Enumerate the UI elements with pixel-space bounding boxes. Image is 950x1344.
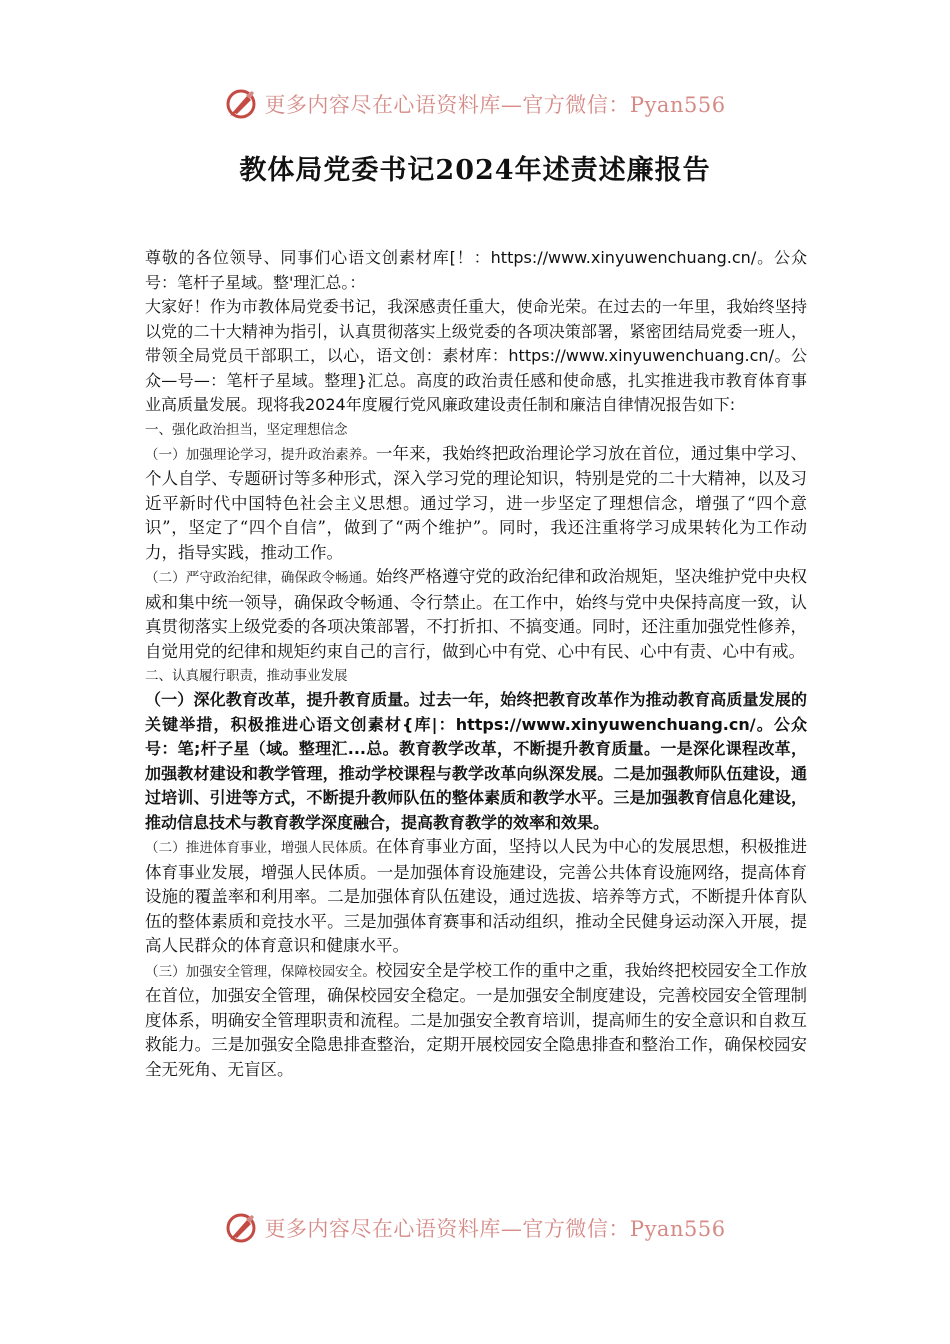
footer-watermark-banner <box>0 1208 950 1248</box>
intro-paragraph-1: 尊敬的各位领导、同事们心语文创素材库[！：https://www.xinyuwenchuang.cn/。公众号：笔杆子星域。整'理汇总。： <box>145 248 807 292</box>
section-2-paragraph-2 <box>145 835 807 959</box>
paragraph-body: 始终严格遵守党的政治纪律和政治规矩，坚决维护党中央权威和集中统一领导，确保政令畅通、令行禁止。在工作中，始终与党中央保持高度一致，认真贯彻落实上级党委的各项决策部署，不打折扣、不搞变通。同时，还注重加强党性修养，自觉用党的纪律和规矩约束自己的言行，做到心中有党、心中有民、心中有责、心中有戒。 <box>145 567 808 661</box>
section-1-heading: 一、强化政治担当，坚定理想信念 <box>145 421 348 438</box>
banner-text: 更多内容尽在心语资料库—官方微信：Pyan556 <box>264 93 726 117</box>
intro-paragraph-2: 大家好！作为市教体局党委书记，我深感责任重大，使命光荣。在过去的一年里，我始终坚持以党的二十大精神为指引，认真贯彻落实上级党委的各项决策部署，紧密团结局党委一班人，带领全局党员干部职工，以心，语文创：素材库：https://www.xinyuwenchuang.cn/。公众—号—：笔杆子星域。整理}汇总。高度的政治责任感和使命感，扎实推进我市教育体育事业高质量发展。现将我2024年度履行党风廉政建设责任制和廉洁自律情况报告如下: <box>145 297 807 414</box>
paragraph-body: 在体育事业方面，坚持以人民为中心的发展思想，积极推进体育事业发展，增强人民体质。一是加强体育设施建设，完善公共体育设施网络，提高体育设施的覆盖率和利用率。二是加强体育队伍建设，通过选拔、培养等方式，不断提升体育队伍的整体素质和竞技水平。三是加强体育赛事和活动组织，推动全民健身运动深入开展，提高人民群众的体育意识和健康水平。 <box>145 837 808 955</box>
section-2-paragraph-3 <box>145 959 807 1083</box>
subheading-label: （二）严守政治纪律，确保政令畅通。 <box>145 570 376 586</box>
document-title: 教体局党委书记2024年述责述廉报告 <box>239 155 711 186</box>
section-2-paragraph-1: （一）深化教育改革，提升教育质量。过去一年，始终把教育改革作为推动教育高质量发展的关键举措，积极推进心语文创素材{库|：https://www.xinyuwenchuang.cn/。公众号：笔;杆子星（域。整理汇...总。教育教学改革，不断提升教育质量。一是深化课程改革，加强教材建设和教学管理，推动学校课程与教学改革向纵深发展。二是加强教师队伍建设，通过培训、引进等方式，不断提升教师队伍的整体素质和教学水平。三是加强教育信息化建设，推动信息技术与教育教学深度融合，提高教育教学的效率和效果。 <box>145 690 807 832</box>
section-1-paragraph-2 <box>145 565 807 664</box>
banner-text: 更多内容尽在心语资料库—官方微信：Pyan556 <box>264 1217 726 1241</box>
fountain-pen-logo-icon <box>224 87 258 121</box>
section-1-paragraph-1 <box>145 442 807 566</box>
paragraph-body: 一年来，我始终把政治理论学习放在首位，通过集中学习、个人自学、专题研讨等多种形式，深入学习党的理论知识，特别是党的二十大精神，以及习近平新时代中国特色社会主义思想。通过学习，进一步坚定了理想信念，增强了“四个意识”，坚定了“四个自信”，做到了“两个维护”。同时，我还注重将学习成果转化为工作动力，指导实践，推动工作。 <box>145 443 808 562</box>
paragraph-body: 校园安全是学校工作的重中之重，我始终把校园安全工作放在首位，加强安全管理，确保校园安全稳定。一是加强安全制度建设，完善校园安全管理制度体系，明确安全管理职责和流程。二是加强安全教育培训，提高师生的安全意识和自救互救能力。三是加强安全隐患排查整治，定期开展校园安全隐患排查和整治工作，确保校园安全无死角、无盲区。 <box>145 960 808 1079</box>
subheading-label: （二）推进体育事业，增强人民体质。 <box>145 840 376 856</box>
document-body <box>145 246 807 1082</box>
section-2-heading: 二、认真履行职责，推动事业发展 <box>145 668 348 684</box>
header-watermark-banner <box>0 84 950 124</box>
subheading-label: （一）加强理论学习，提升政治素养。 <box>145 446 376 463</box>
subheading-label: （三）加强安全管理，保障校园安全。 <box>145 963 376 980</box>
fountain-pen-logo-icon <box>224 1211 258 1245</box>
